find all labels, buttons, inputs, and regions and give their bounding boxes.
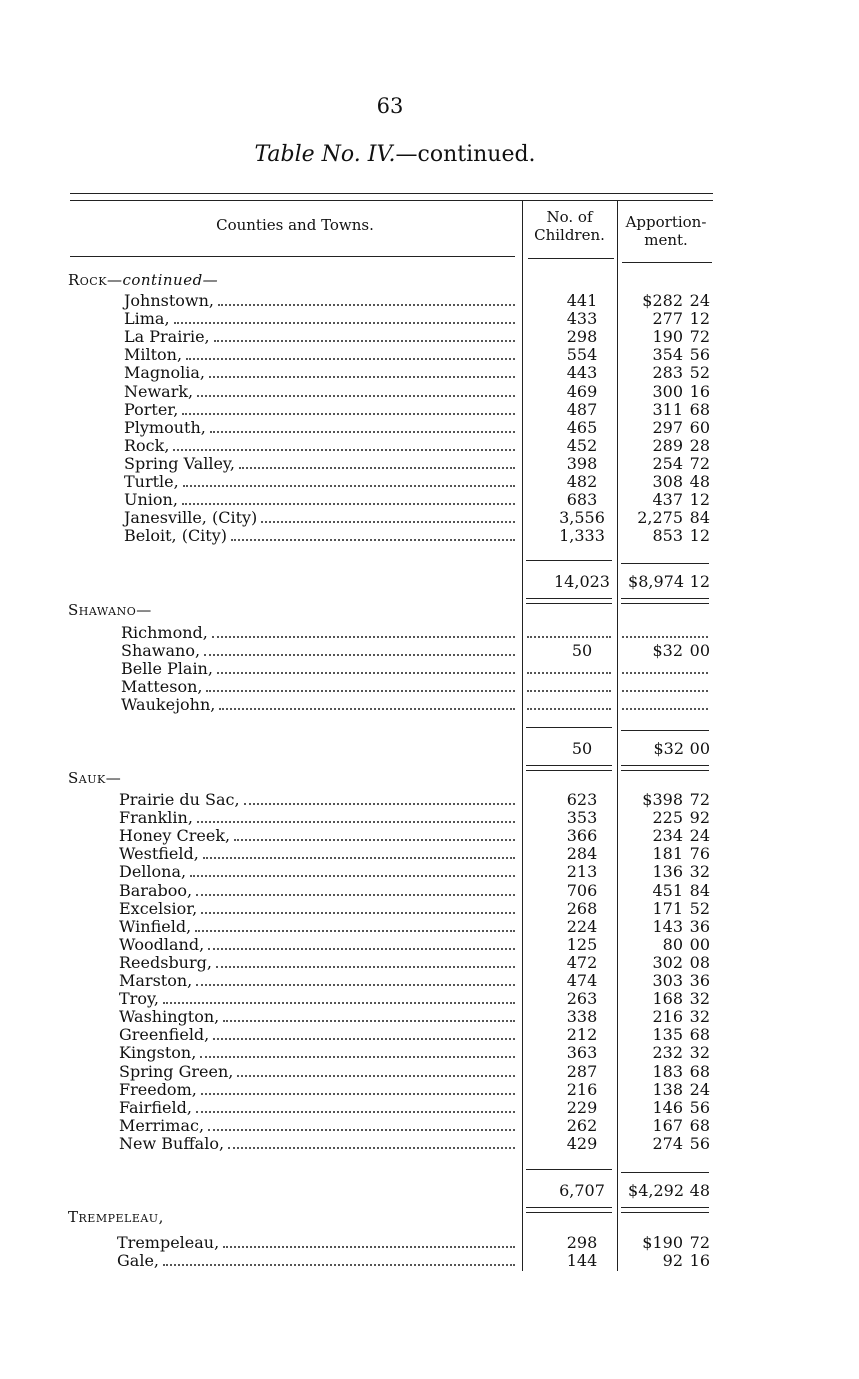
- header-apportionment-line2: ment.: [644, 231, 688, 249]
- table-row: [0, 1117, 859, 1135]
- table-row: [0, 1099, 859, 1117]
- apportionment-cents: 56: [689, 1134, 710, 1153]
- leader-dots: [201, 1081, 515, 1095]
- town-name: Beloit, (City): [124, 526, 228, 545]
- apportionment-cents: 84: [689, 508, 710, 527]
- apportionment-dollars: 183: [652, 1062, 683, 1081]
- town-name: Honey Creek,: [119, 826, 231, 845]
- table-row: [0, 827, 859, 845]
- leader-dots: [210, 419, 515, 433]
- apportionment-cents: 24: [689, 291, 710, 310]
- apportionment-cents: 32: [689, 989, 710, 1008]
- section-suffix: ,: [158, 1208, 164, 1226]
- children-count: 683: [566, 490, 598, 509]
- apportionment-cents: 72: [689, 1233, 710, 1252]
- section-heading: [68, 601, 152, 619]
- total-rule: [621, 563, 709, 564]
- table-row: [0, 642, 859, 660]
- town-name: Janesville, (City): [124, 508, 258, 527]
- table-row: [0, 491, 859, 509]
- apportionment-dollars: $32: [652, 641, 683, 660]
- table-row: [0, 455, 859, 473]
- total-rule: [526, 560, 612, 561]
- apportionment-dollars: 303: [652, 971, 683, 990]
- total-children: 14,023: [554, 572, 610, 591]
- children-count: 706: [566, 881, 598, 900]
- leader-dots: [163, 1252, 515, 1266]
- table-row: [0, 696, 859, 714]
- leader-dots: [206, 678, 515, 692]
- section-name: Sauk: [68, 769, 106, 787]
- section-suffix: —continued—: [106, 271, 219, 289]
- apportionment-dollars: $190: [642, 1233, 683, 1252]
- apportionment-cents: 52: [689, 899, 710, 918]
- total-dollars: $32: [653, 739, 684, 758]
- children-count: 298: [566, 327, 598, 346]
- table-row: [0, 1135, 859, 1153]
- town-name: Spring Valley,: [124, 454, 235, 473]
- apportionment-dollars: 300: [652, 382, 683, 401]
- town-name: Winfield,: [119, 917, 192, 936]
- leader-dots: [200, 1044, 515, 1058]
- children-count: 353: [566, 808, 598, 827]
- apportionment-dollars: 277: [652, 309, 683, 328]
- apportionment-cents: 72: [689, 790, 710, 809]
- apportionment-cents: 56: [689, 345, 710, 364]
- apportionment-dollars: 234: [652, 826, 683, 845]
- town-name: Dellona,: [119, 862, 187, 881]
- table-row: [0, 527, 859, 545]
- town-name: Waukejohn,: [121, 695, 216, 714]
- table-row: [0, 292, 859, 310]
- empty-apportionment-dots: [622, 696, 708, 710]
- apportionment-cents: 36: [689, 917, 710, 936]
- town-name: Washington,: [119, 1007, 220, 1026]
- header-towns: Counties and Towns.: [216, 216, 374, 234]
- table-row: [0, 310, 859, 328]
- table-row: [0, 437, 859, 455]
- top-rule: [70, 193, 713, 194]
- header-children: [522, 208, 617, 244]
- children-count: 474: [566, 971, 598, 990]
- leader-dots: [239, 455, 515, 469]
- total-cents: 12: [689, 572, 710, 591]
- children-count: 216: [566, 1080, 598, 1099]
- table-row: [0, 678, 859, 696]
- children-count: 472: [566, 953, 598, 972]
- leader-dots: [173, 437, 515, 451]
- town-name: Union,: [124, 490, 178, 509]
- table-row: [0, 346, 859, 364]
- table-row: [0, 509, 859, 527]
- children-count: 443: [566, 363, 598, 382]
- table-row: [0, 328, 859, 346]
- leader-dots: [183, 473, 515, 487]
- children-count: 298: [566, 1233, 598, 1252]
- total-rule: [526, 603, 612, 604]
- table-row: [0, 809, 859, 827]
- town-name: Matteson,: [121, 677, 203, 696]
- section-suffix: —: [105, 769, 122, 787]
- header-rule-apport: [622, 262, 712, 263]
- apportionment-dollars: 138: [652, 1080, 683, 1099]
- apportionment-dollars: 143: [652, 917, 683, 936]
- leader-dots: [196, 882, 515, 896]
- section-heading: [68, 1208, 164, 1226]
- header-children-line2: Children.: [534, 226, 605, 244]
- total-children: 6,707: [559, 1181, 605, 1200]
- apportionment-dollars: 302: [652, 953, 683, 972]
- section-name: Trempeleau: [68, 1208, 159, 1226]
- town-name: New Buffalo,: [119, 1134, 225, 1153]
- total-rule: [621, 1212, 709, 1213]
- table-row: [0, 845, 859, 863]
- town-name: Gale,: [117, 1251, 159, 1270]
- leader-dots: [261, 509, 515, 523]
- table-row: [0, 900, 859, 918]
- table-row: [0, 473, 859, 491]
- total-rule: [526, 1169, 612, 1170]
- leader-dots: [231, 527, 515, 541]
- children-count: 482: [566, 472, 598, 491]
- children-count: 366: [566, 826, 598, 845]
- apportionment-dollars: 80: [662, 935, 683, 954]
- children-count: 623: [566, 790, 598, 809]
- empty-children-dots: [527, 696, 611, 710]
- apportionment-dollars: 167: [652, 1116, 683, 1135]
- children-count: 487: [566, 400, 598, 419]
- children-count: 338: [566, 1007, 598, 1026]
- apportionment-dollars: 171: [652, 899, 683, 918]
- apportionment-cents: 68: [689, 1116, 710, 1135]
- leader-dots: [237, 1063, 515, 1077]
- children-count: 262: [566, 1116, 598, 1135]
- town-name: Reedsburg,: [119, 953, 212, 972]
- apportionment-cents: 32: [689, 1007, 710, 1026]
- leader-dots: [204, 642, 515, 656]
- town-name: Magnolia,: [124, 363, 205, 382]
- apportionment-cents: 00: [689, 641, 710, 660]
- apportionment-dollars: 190: [652, 327, 683, 346]
- total-rule: [621, 1172, 709, 1173]
- town-name: Troy,: [119, 989, 159, 1008]
- children-count: 50: [571, 641, 593, 660]
- empty-children-dots: [527, 678, 611, 692]
- children-count: 469: [566, 382, 598, 401]
- leader-dots: [182, 491, 515, 505]
- table-row: [0, 1081, 859, 1099]
- total-dollars: $8,974: [628, 572, 684, 591]
- table-row: [0, 364, 859, 382]
- apportionment-dollars: 853: [652, 526, 683, 545]
- table-row: [0, 791, 859, 809]
- children-count: 441: [566, 291, 598, 310]
- section-suffix: —: [136, 601, 152, 619]
- leader-dots: [186, 346, 515, 360]
- apportionment-cents: 16: [689, 382, 710, 401]
- section-name: Rock: [68, 271, 107, 289]
- leader-dots: [208, 1117, 515, 1131]
- leader-dots: [217, 660, 515, 674]
- apportionment-dollars: 274: [652, 1134, 683, 1153]
- town-name: Freedom,: [119, 1080, 197, 1099]
- leader-dots: [244, 791, 515, 805]
- table-row: [0, 660, 859, 678]
- children-count: 125: [566, 935, 598, 954]
- total-rule: [526, 770, 612, 771]
- apportionment-dollars: 289: [652, 436, 683, 455]
- apportionment-dollars: 92: [662, 1251, 683, 1270]
- children-count: 144: [566, 1251, 598, 1270]
- empty-children-dots: [527, 660, 611, 674]
- apportionment-dollars: 311: [652, 400, 683, 419]
- table-title-rest: —continued.: [395, 142, 536, 167]
- table-row: [0, 1234, 859, 1252]
- section-heading: [68, 769, 121, 787]
- town-name: Kingston,: [119, 1043, 197, 1062]
- apportionment-cents: 72: [689, 327, 710, 346]
- apportionment-cents: 12: [689, 490, 710, 509]
- table-row: [0, 1008, 859, 1026]
- table-row: [0, 882, 859, 900]
- children-count: 284: [566, 844, 598, 863]
- town-name: Shawano,: [121, 641, 201, 660]
- children-count: 229: [566, 1098, 598, 1117]
- table-row: [0, 863, 859, 881]
- leader-dots: [201, 900, 515, 914]
- apportionment-cents: 68: [689, 400, 710, 419]
- total-rule: [526, 727, 612, 728]
- leader-dots: [174, 310, 515, 324]
- apportionment-cents: 24: [689, 826, 710, 845]
- leader-dots: [218, 292, 515, 306]
- header-rule-children: [528, 258, 614, 259]
- apportionment-cents: 28: [689, 436, 710, 455]
- apportionment-cents: 32: [689, 1043, 710, 1062]
- total-cents: 48: [689, 1181, 710, 1200]
- leader-dots: [213, 1026, 515, 1040]
- total-dollars: $4,292: [628, 1181, 684, 1200]
- apportionment-cents: 16: [689, 1251, 710, 1270]
- children-count: 268: [566, 899, 598, 918]
- table-row: [0, 918, 859, 936]
- total-rule: [621, 730, 709, 731]
- apportionment-dollars: 354: [652, 345, 683, 364]
- apportionment-cents: 36: [689, 971, 710, 990]
- apportionment-cents: 24: [689, 1080, 710, 1099]
- table-row: [0, 972, 859, 990]
- empty-apportionment-dots: [622, 660, 708, 674]
- apportionment-cents: 12: [689, 309, 710, 328]
- town-name: Plymouth,: [124, 418, 206, 437]
- leader-dots: [163, 990, 515, 1004]
- leader-dots: [212, 624, 515, 638]
- total-children: 50: [571, 739, 593, 758]
- apportionment-cents: 76: [689, 844, 710, 863]
- header-apportionment-line1: Apportion-: [625, 213, 707, 231]
- town-name: Fairfield,: [119, 1098, 192, 1117]
- total-rule: [621, 765, 709, 766]
- apportionment-cents: 32: [689, 862, 710, 881]
- header-children-line1: No. of: [546, 208, 593, 226]
- leader-dots: [209, 364, 515, 378]
- apportionment-dollars: 225: [652, 808, 683, 827]
- table-row: [0, 990, 859, 1008]
- town-name: Baraboo,: [119, 881, 193, 900]
- table-title-italic: Table No. IV.: [254, 142, 396, 167]
- leader-dots: [228, 1135, 515, 1149]
- apportionment-dollars: 181: [652, 844, 683, 863]
- town-name: Belle Plain,: [121, 659, 213, 678]
- table-row: [0, 1026, 859, 1044]
- leader-dots: [203, 845, 515, 859]
- town-name: Westfield,: [119, 844, 199, 863]
- total-rule: [621, 598, 709, 599]
- apportionment-dollars: 168: [652, 989, 683, 1008]
- leader-dots: [223, 1008, 515, 1022]
- leader-dots: [190, 863, 515, 877]
- town-name: Richmond,: [121, 623, 208, 642]
- children-count: 224: [566, 917, 598, 936]
- page-number: 63: [376, 94, 404, 118]
- apportionment-cents: 00: [689, 935, 710, 954]
- town-name: Porter,: [124, 400, 179, 419]
- apportionment-dollars: $398: [642, 790, 683, 809]
- children-count: 554: [566, 345, 598, 364]
- town-name: Rock,: [124, 436, 170, 455]
- apportionment-dollars: 136: [652, 862, 683, 881]
- town-name: Franklin,: [119, 808, 193, 827]
- children-count: 3,556: [559, 508, 605, 527]
- apportionment-dollars: 308: [652, 472, 683, 491]
- leader-dots: [216, 954, 515, 968]
- town-name: Lima,: [124, 309, 170, 328]
- leader-dots: [223, 1234, 515, 1248]
- empty-apportionment-dots: [622, 678, 708, 692]
- apportionment-cents: 08: [689, 953, 710, 972]
- total-rule: [621, 1207, 709, 1208]
- apportionment-dollars: 297: [652, 418, 683, 437]
- apportionment-cents: 68: [689, 1062, 710, 1081]
- empty-children-dots: [527, 624, 611, 638]
- header-rule: [70, 256, 515, 257]
- children-count: 363: [566, 1043, 598, 1062]
- leader-dots: [214, 328, 515, 342]
- leader-dots: [234, 827, 515, 841]
- apportionment-cents: 84: [689, 881, 710, 900]
- town-name: Milton,: [124, 345, 183, 364]
- apportionment-dollars: 135: [652, 1025, 683, 1044]
- town-name: Newark,: [124, 382, 194, 401]
- town-name: Woodland,: [119, 935, 205, 954]
- children-count: 287: [566, 1062, 598, 1081]
- leader-dots: [196, 1099, 515, 1113]
- town-name: Johnstown,: [124, 291, 215, 310]
- town-name: Excelsior,: [119, 899, 198, 918]
- leader-dots: [196, 972, 515, 986]
- table-title: [0, 142, 790, 167]
- total-rule: [526, 598, 612, 599]
- total-rule: [526, 1212, 612, 1213]
- apportionment-dollars: 2,275: [637, 508, 683, 527]
- town-name: Trempeleau,: [117, 1233, 220, 1252]
- apportionment-dollars: 283: [652, 363, 683, 382]
- table-row: [0, 401, 859, 419]
- leader-dots: [208, 936, 515, 950]
- table-row: [0, 383, 859, 401]
- apportionment-cents: 12: [689, 526, 710, 545]
- total-rule: [526, 1207, 612, 1208]
- apportionment-dollars: 146: [652, 1098, 683, 1117]
- children-count: 263: [566, 989, 598, 1008]
- total-rule: [621, 603, 709, 604]
- table-row: [0, 419, 859, 437]
- apportionment-cents: 48: [689, 472, 710, 491]
- town-name: Greenfield,: [119, 1025, 210, 1044]
- table-row: [0, 624, 859, 642]
- children-count: 429: [566, 1134, 598, 1153]
- apportionment-dollars: 451: [652, 881, 683, 900]
- town-name: Turtle,: [124, 472, 179, 491]
- town-name: Merrimac,: [119, 1116, 205, 1135]
- total-rule: [621, 770, 709, 771]
- apportionment-dollars: 254: [652, 454, 683, 473]
- section-heading: [68, 271, 218, 289]
- town-name: Marston,: [119, 971, 193, 990]
- empty-apportionment-dots: [622, 624, 708, 638]
- table-row: [0, 1063, 859, 1081]
- children-count: 452: [566, 436, 598, 455]
- children-count: 212: [566, 1025, 598, 1044]
- apportionment-cents: 52: [689, 363, 710, 382]
- children-count: 398: [566, 454, 598, 473]
- table-row: [0, 1252, 859, 1270]
- apportionment-cents: 68: [689, 1025, 710, 1044]
- apportionment-cents: 92: [689, 808, 710, 827]
- children-count: 433: [566, 309, 598, 328]
- total-rule: [526, 765, 612, 766]
- apportionment-dollars: 437: [652, 490, 683, 509]
- total-cents: 00: [689, 739, 710, 758]
- apportionment-cents: 72: [689, 454, 710, 473]
- section-name: Shawano: [68, 601, 137, 619]
- town-name: Prairie du Sac,: [119, 790, 240, 809]
- apportionment-dollars: 216: [652, 1007, 683, 1026]
- table-row: [0, 936, 859, 954]
- children-count: 213: [566, 862, 598, 881]
- leader-dots: [197, 383, 515, 397]
- leader-dots: [219, 696, 515, 710]
- leader-dots: [182, 401, 515, 415]
- town-name: Spring Green,: [119, 1062, 234, 1081]
- town-name: La Prairie,: [124, 327, 210, 346]
- apportionment-dollars: 232: [652, 1043, 683, 1062]
- header-apportionment: [618, 213, 714, 249]
- apportionment-dollars: $282: [642, 291, 683, 310]
- apportionment-cents: 56: [689, 1098, 710, 1117]
- children-count: 1,333: [559, 526, 605, 545]
- table-row: [0, 954, 859, 972]
- apportionment-cents: 60: [689, 418, 710, 437]
- leader-dots: [197, 809, 515, 823]
- children-count: 465: [566, 418, 598, 437]
- leader-dots: [195, 918, 515, 932]
- table-row: [0, 1044, 859, 1062]
